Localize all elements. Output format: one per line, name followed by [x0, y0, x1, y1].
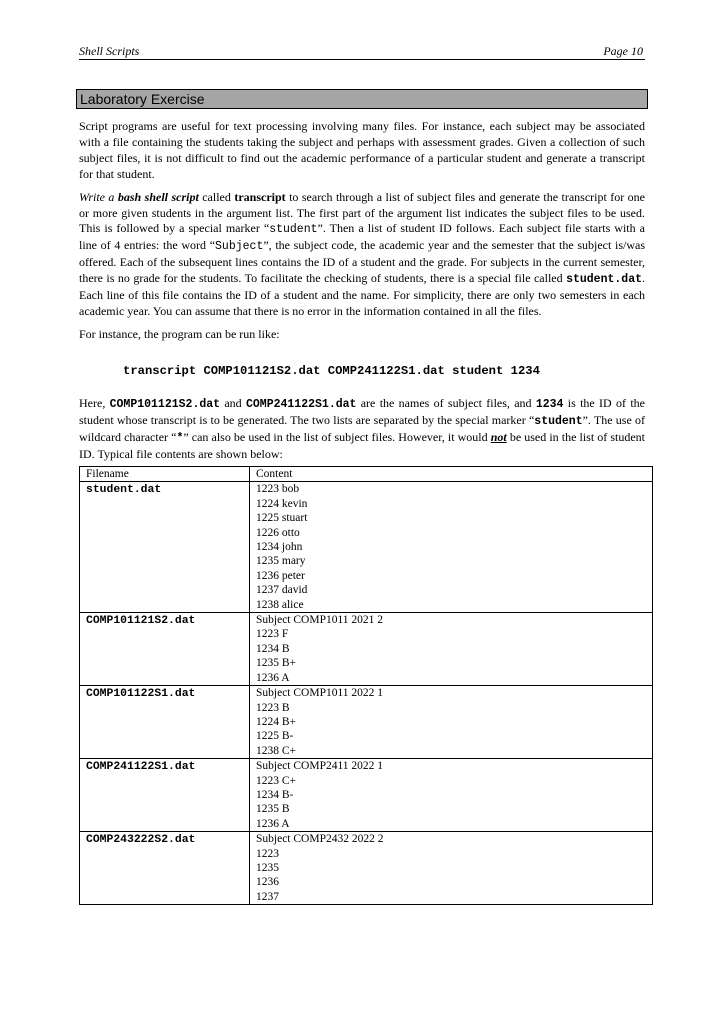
- example-command: transcript COMP101121S2.dat COMP241122S1.dat student 1234: [123, 364, 540, 378]
- content-cell: [250, 613, 653, 686]
- filename-cell: [80, 686, 250, 759]
- content-line: 1223 B: [256, 701, 290, 714]
- content-line: 1236 A: [256, 671, 290, 684]
- filename-cell: [80, 759, 250, 832]
- table-row: [80, 686, 653, 759]
- content-line: 1236 A: [256, 817, 290, 830]
- content-line: 1238 alice: [256, 598, 304, 611]
- content-line: 1234 B-: [256, 788, 294, 801]
- task-word-subject: Subject: [215, 240, 264, 254]
- task-bold-italic: bash shell script: [117, 189, 199, 204]
- expl-not-emphasis: not: [490, 429, 507, 444]
- expl-text-3: is the ID of the student whose transcript is to be generated. The two lists are separated by the special marker “: [79, 396, 645, 427]
- expl-text-2: are the names of subject files, and: [356, 396, 536, 410]
- content-line: 1236 peter: [256, 569, 305, 582]
- task-text-1: to search through a list of subject files and generate the transcript for one or more given students in the argument list. The first part of the argument list indicates the subject files to be used. This is followed by a special marker “: [79, 189, 646, 236]
- example-intro-paragraph: For instance, the program can be run like:: [79, 326, 280, 341]
- table-row: [80, 759, 653, 832]
- content-line: Subject COMP1011 2021 2: [256, 614, 384, 627]
- expl-text-6: be used in the list of student ID. Typical file contents are shown below:: [79, 429, 646, 461]
- table-row: [80, 613, 653, 686]
- task-paragraph: [79, 190, 645, 320]
- content-line: 1223 bob: [256, 483, 300, 496]
- content-line: 1237 david: [256, 584, 308, 597]
- table-header-row: [80, 467, 653, 482]
- expl-student-id: 1234: [535, 398, 564, 411]
- task-command-name: transcript: [234, 189, 286, 204]
- column-header-filename: Filename: [80, 467, 250, 482]
- content-cell: [250, 482, 653, 613]
- task-text-3: ”, the subject code, the academic year and the semester that the subject is/was offered. Each of the subsequent lines contains the ID of a student and the grade. For subjects in the current semester, there is no grade for the students. To facilitate the checking of students, there is a special file called: [79, 238, 645, 286]
- explanation-paragraph: [79, 396, 645, 463]
- content-line: 1224 kevin: [256, 497, 308, 510]
- content-line: 1225 stuart: [256, 512, 308, 525]
- content-line: 1235 B+: [256, 657, 297, 670]
- expl-text-0: Here,: [79, 396, 110, 410]
- content-line: 1237: [256, 890, 279, 903]
- content-line: 1225 B-: [256, 730, 294, 743]
- table-body: [80, 482, 653, 905]
- content-line: 1226 otto: [256, 526, 300, 539]
- task-text-called: called: [198, 189, 235, 204]
- content-line: 1234 B: [256, 642, 290, 655]
- content-line: 1238 C+: [256, 744, 297, 757]
- filename-cell: [80, 613, 250, 686]
- expl-text-5: ” can also be used in the list of subject files. However, it would: [183, 429, 491, 444]
- explanation-text: [79, 396, 645, 470]
- task-file-student-dat: student.dat: [566, 273, 642, 287]
- content-line: 1223 C+: [256, 774, 297, 787]
- header-title: Shell Scripts: [79, 44, 140, 58]
- expl-marker: student: [534, 414, 583, 428]
- expl-text-1: and: [220, 396, 246, 410]
- filename: COMP243222S2.dat: [86, 834, 196, 847]
- filename: student.dat: [86, 484, 162, 497]
- filename: COMP101121S2.dat: [86, 615, 196, 628]
- filename-cell: [80, 482, 250, 613]
- task-text-4: . Each line of this file contains the ID of a student and the name. For simplicity, there are only two semesters in each academic year. You can assume that there is no error in the information contained in all the files.: [79, 271, 645, 318]
- task-marker-student: student: [269, 223, 318, 237]
- content-line: Subject COMP2432 2022 2: [256, 833, 384, 846]
- content-cell: [250, 686, 653, 759]
- filename-cell: [80, 832, 250, 905]
- content-line: 1235 B: [256, 803, 290, 816]
- file-contents-table: [79, 466, 653, 905]
- content-cell: [250, 832, 653, 905]
- content-line: 1235: [256, 861, 279, 874]
- expl-file-1: COMP101121S2.dat: [109, 398, 221, 411]
- content-cell: [250, 759, 653, 832]
- header-rule: [79, 59, 645, 60]
- expl-text-4: ”. The use of wildcard character “: [79, 412, 645, 444]
- content-line: Subject COMP1011 2022 1: [256, 687, 384, 700]
- page-header: [79, 44, 643, 59]
- task-intro-text: Write a: [79, 189, 118, 204]
- intro-paragraph: Script programs are useful for text processing involving many files. For instance, each subject may be associated with a file containing the students taking the subject and perhaps with assessment grades. Given a collection of such subject files, it is not difficult to find out the academic performance of a particular student and generate a transcript for that student.: [79, 119, 645, 181]
- content-line: Subject COMP2411 2022 1: [256, 760, 384, 773]
- filename: COMP241122S1.dat: [86, 761, 196, 774]
- body-text: [79, 119, 645, 350]
- table-row: [80, 832, 653, 905]
- header-page-number: Page 10: [603, 44, 643, 58]
- filename: COMP101122S1.dat: [86, 688, 196, 701]
- section-heading: Laboratory Exercise: [76, 89, 648, 109]
- content-line: 1223: [256, 847, 279, 860]
- expl-file-2: COMP241122S1.dat: [246, 398, 357, 411]
- column-header-content: Content: [250, 467, 653, 482]
- content-line: 1223 F: [256, 628, 289, 641]
- content-line: 1236: [256, 876, 279, 889]
- content-line: 1224 B+: [256, 715, 297, 728]
- expl-wildcard: *: [176, 431, 184, 445]
- task-text-2: ”. Then a list of student ID follows. Each subject file starts with a line of 4 entries: the word “: [79, 221, 645, 253]
- content-line: 1235 mary: [256, 555, 306, 568]
- content-line: 1234 john: [256, 541, 303, 554]
- table-row: [80, 482, 653, 613]
